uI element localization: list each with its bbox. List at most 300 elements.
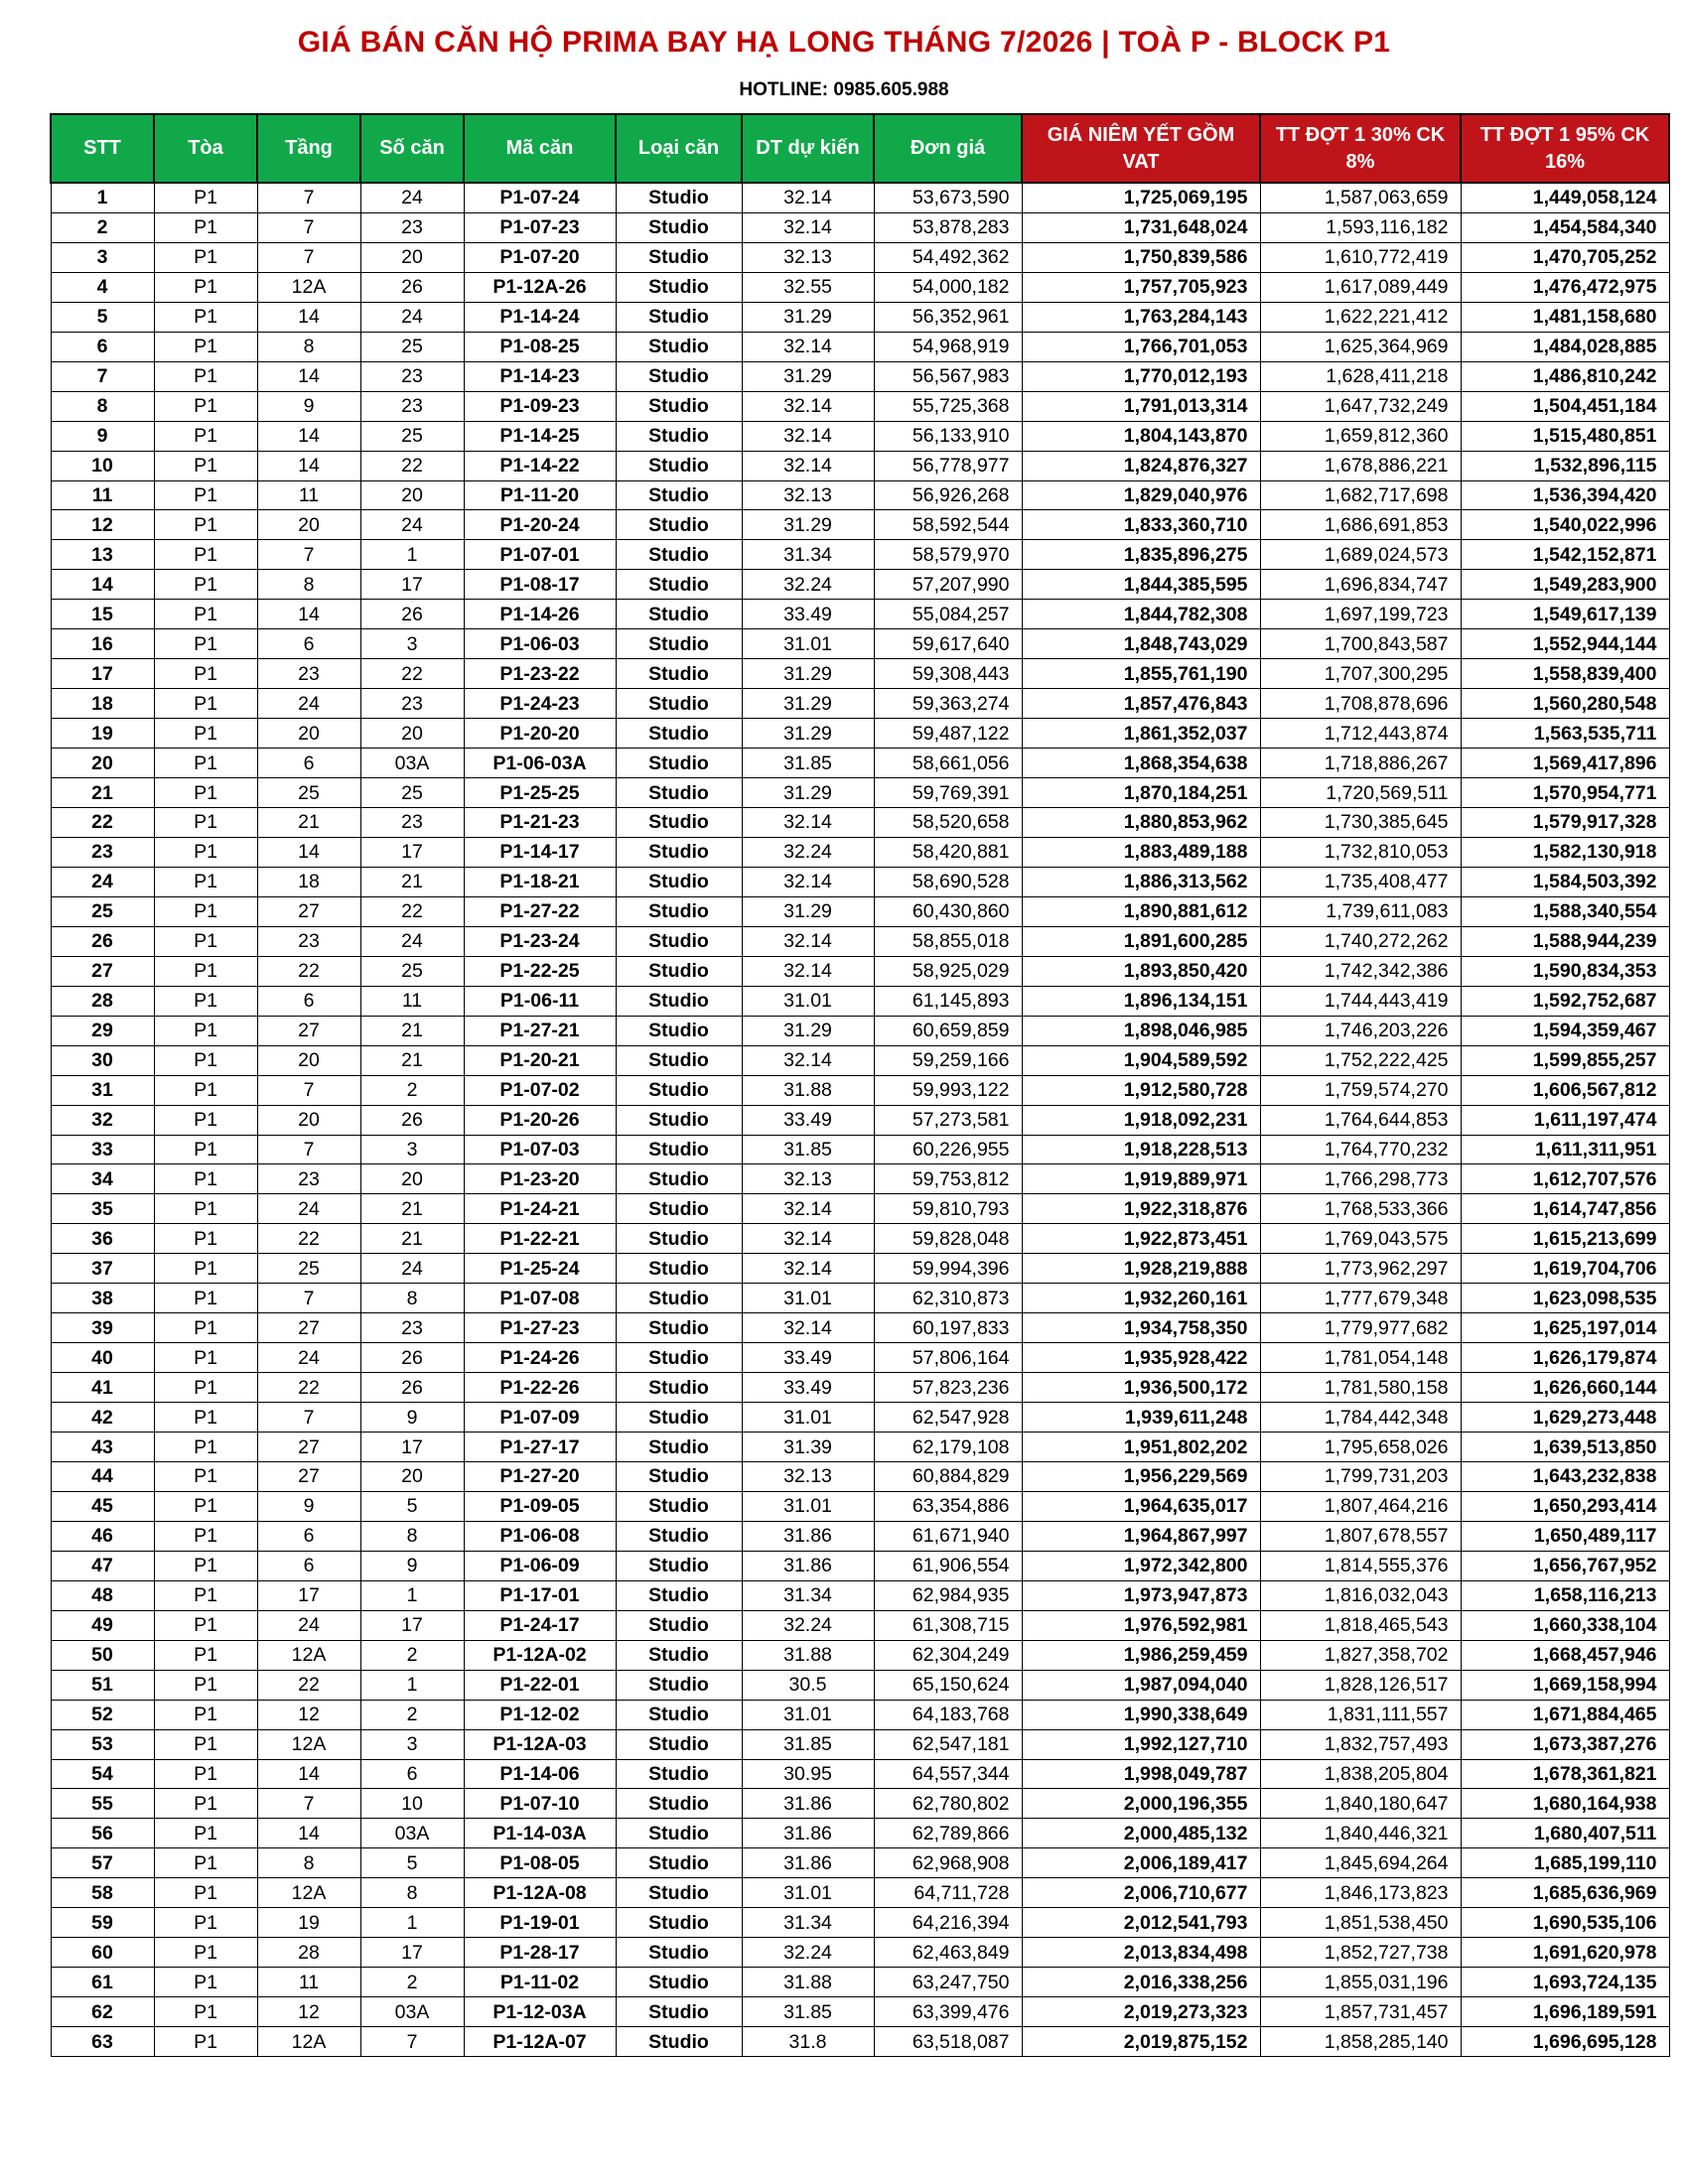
cell-dien-tich: 31.01 [742, 1878, 874, 1908]
page-title: GIÁ BÁN CĂN HỘ PRIMA BAY HẠ LONG THÁNG 7/2026 | TOÀ P - BLOCK P1 [297, 26, 1391, 59]
cell-tt-dot1-30: 1,768,533,366 [1260, 1194, 1461, 1224]
cell-stt: 16 [51, 629, 154, 659]
cell-tt-dot1-30: 1,799,731,203 [1260, 1461, 1461, 1491]
cell-stt: 26 [51, 926, 154, 956]
table-row [51, 1610, 1669, 1640]
cell-so-can: 21 [360, 867, 464, 896]
cell-tt-dot1-30: 1,742,342,386 [1260, 956, 1461, 986]
cell-tt-dot1-30: 1,777,679,348 [1260, 1284, 1461, 1313]
cell-stt: 45 [51, 1491, 154, 1521]
cell-gia-niem-yet: 2,006,189,417 [1022, 1848, 1260, 1878]
cell-gia-niem-yet: 1,791,013,314 [1022, 391, 1260, 421]
cell-don-gia: 57,823,236 [874, 1373, 1022, 1403]
table-row [51, 896, 1669, 926]
cell-tt-dot1-95: 1,680,407,511 [1461, 1819, 1669, 1848]
cell-loai-can: Studio [616, 837, 742, 867]
cell-ma-can: P1-20-21 [464, 1045, 616, 1075]
cell-gia-niem-yet: 1,883,489,188 [1022, 837, 1260, 867]
cell-so-can: 26 [360, 1105, 464, 1135]
cell-ma-can: P1-24-26 [464, 1343, 616, 1373]
cell-dien-tich: 31.85 [742, 749, 874, 778]
cell-loai-can: Studio [616, 1461, 742, 1491]
cell-toa: P1 [154, 1670, 257, 1700]
cell-so-can: 17 [360, 837, 464, 867]
cell-don-gia: 60,197,833 [874, 1313, 1022, 1343]
cell-loai-can: Studio [616, 1491, 742, 1521]
cell-loai-can: Studio [616, 600, 742, 629]
cell-tang: 7 [257, 242, 360, 272]
cell-loai-can: Studio [616, 659, 742, 689]
cell-tang: 7 [257, 540, 360, 570]
cell-gia-niem-yet: 1,898,046,985 [1022, 1016, 1260, 1045]
cell-gia-niem-yet: 1,848,743,029 [1022, 629, 1260, 659]
cell-tt-dot1-95: 1,696,695,128 [1461, 2027, 1669, 2057]
cell-tang: 12A [257, 272, 360, 302]
cell-don-gia: 60,884,829 [874, 1461, 1022, 1491]
cell-gia-niem-yet: 1,880,853,962 [1022, 808, 1260, 838]
table-row [51, 242, 1669, 272]
cell-dien-tich: 31.29 [742, 361, 874, 391]
cell-loai-can: Studio [616, 1938, 742, 1968]
cell-stt: 21 [51, 778, 154, 808]
cell-so-can: 26 [360, 1373, 464, 1403]
cell-toa: P1 [154, 510, 257, 540]
cell-tang: 8 [257, 570, 360, 600]
cell-don-gia: 59,993,122 [874, 1075, 1022, 1105]
cell-don-gia: 63,354,886 [874, 1491, 1022, 1521]
cell-tt-dot1-30: 1,696,834,747 [1260, 570, 1461, 600]
cell-tt-dot1-95: 1,650,489,117 [1461, 1521, 1669, 1551]
table-row [51, 689, 1669, 719]
cell-ma-can: P1-09-23 [464, 391, 616, 421]
cell-tang: 27 [257, 1461, 360, 1491]
cell-dien-tich: 32.14 [742, 926, 874, 956]
cell-tt-dot1-30: 1,740,272,262 [1260, 926, 1461, 956]
cell-stt: 51 [51, 1670, 154, 1700]
cell-toa: P1 [154, 1135, 257, 1164]
cell-loai-can: Studio [616, 451, 742, 480]
cell-loai-can: Studio [616, 1313, 742, 1343]
cell-loai-can: Studio [616, 1521, 742, 1551]
cell-tang: 23 [257, 659, 360, 689]
cell-so-can: 23 [360, 689, 464, 719]
cell-dien-tich: 31.86 [742, 1551, 874, 1580]
cell-don-gia: 55,084,257 [874, 600, 1022, 629]
cell-loai-can: Studio [616, 1848, 742, 1878]
cell-stt: 63 [51, 2027, 154, 2057]
cell-dien-tich: 31.88 [742, 1075, 874, 1105]
cell-so-can: 2 [360, 1075, 464, 1105]
cell-ma-can: P1-24-21 [464, 1194, 616, 1224]
table-row [51, 1551, 1669, 1580]
table-row [51, 1729, 1669, 1759]
cell-toa: P1 [154, 391, 257, 421]
cell-dien-tich: 31.86 [742, 1819, 874, 1848]
cell-stt: 46 [51, 1521, 154, 1551]
cell-toa: P1 [154, 1045, 257, 1075]
cell-loai-can: Studio [616, 1254, 742, 1284]
cell-ma-can: P1-14-03A [464, 1819, 616, 1848]
cell-so-can: 23 [360, 212, 464, 242]
cell-ma-can: P1-11-20 [464, 480, 616, 510]
cell-don-gia: 61,671,940 [874, 1521, 1022, 1551]
cell-dien-tich: 32.13 [742, 1461, 874, 1491]
cell-toa: P1 [154, 1491, 257, 1521]
cell-toa: P1 [154, 1194, 257, 1224]
cell-loai-can: Studio [616, 1224, 742, 1254]
cell-ma-can: P1-07-08 [464, 1284, 616, 1313]
cell-loai-can: Studio [616, 1670, 742, 1700]
table-row [51, 778, 1669, 808]
cell-tt-dot1-30: 1,795,658,026 [1260, 1433, 1461, 1462]
cell-tt-dot1-95: 1,691,620,978 [1461, 1938, 1669, 1968]
cell-don-gia: 54,492,362 [874, 242, 1022, 272]
cell-tt-dot1-95: 1,552,944,144 [1461, 629, 1669, 659]
cell-loai-can: Studio [616, 749, 742, 778]
table-row [51, 302, 1669, 332]
cell-don-gia: 59,769,391 [874, 778, 1022, 808]
price-table [50, 113, 1670, 2057]
cell-loai-can: Studio [616, 183, 742, 212]
cell-dien-tich: 32.14 [742, 1224, 874, 1254]
cell-dien-tich: 32.13 [742, 480, 874, 510]
cell-toa: P1 [154, 1373, 257, 1403]
cell-tt-dot1-30: 1,846,173,823 [1260, 1878, 1461, 1908]
table-row [51, 1640, 1669, 1670]
cell-tang: 22 [257, 956, 360, 986]
cell-gia-niem-yet: 1,973,947,873 [1022, 1580, 1260, 1610]
table-row [51, 986, 1669, 1016]
cell-ma-can: P1-06-03A [464, 749, 616, 778]
cell-toa: P1 [154, 1164, 257, 1194]
cell-gia-niem-yet: 1,890,881,612 [1022, 896, 1260, 926]
cell-stt: 19 [51, 719, 154, 749]
cell-gia-niem-yet: 2,013,834,498 [1022, 1938, 1260, 1968]
cell-don-gia: 64,711,728 [874, 1878, 1022, 1908]
cell-loai-can: Studio [616, 1789, 742, 1819]
cell-so-can: 5 [360, 1848, 464, 1878]
cell-tt-dot1-95: 1,629,273,448 [1461, 1403, 1669, 1433]
cell-don-gia: 63,399,476 [874, 1997, 1022, 2027]
cell-loai-can: Studio [616, 212, 742, 242]
table-row [51, 183, 1669, 212]
cell-don-gia: 58,661,056 [874, 749, 1022, 778]
cell-tt-dot1-30: 1,628,411,218 [1260, 361, 1461, 391]
cell-tt-dot1-30: 1,712,443,874 [1260, 719, 1461, 749]
cell-toa: P1 [154, 212, 257, 242]
cell-tt-dot1-95: 1,504,451,184 [1461, 391, 1669, 421]
cell-stt: 24 [51, 867, 154, 896]
cell-tt-dot1-30: 1,766,298,773 [1260, 1164, 1461, 1194]
cell-so-can: 22 [360, 451, 464, 480]
cell-so-can: 8 [360, 1284, 464, 1313]
cell-tt-dot1-30: 1,784,442,348 [1260, 1403, 1461, 1433]
cell-loai-can: Studio [616, 1908, 742, 1938]
column-header-don-gia: Đơn giá [874, 114, 1022, 183]
cell-so-can: 22 [360, 659, 464, 689]
cell-stt: 52 [51, 1700, 154, 1729]
cell-don-gia: 62,780,802 [874, 1789, 1022, 1819]
cell-stt: 53 [51, 1729, 154, 1759]
cell-tt-dot1-30: 1,707,300,295 [1260, 659, 1461, 689]
cell-ma-can: P1-28-17 [464, 1938, 616, 1968]
cell-ma-can: P1-25-25 [464, 778, 616, 808]
table-row [51, 1194, 1669, 1224]
table-row [51, 1224, 1669, 1254]
cell-tt-dot1-30: 1,759,574,270 [1260, 1075, 1461, 1105]
cell-loai-can: Studio [616, 1105, 742, 1135]
cell-so-can: 24 [360, 183, 464, 212]
cell-toa: P1 [154, 867, 257, 896]
cell-so-can: 2 [360, 1640, 464, 1670]
cell-tt-dot1-95: 1,625,197,014 [1461, 1313, 1669, 1343]
cell-tt-dot1-30: 1,647,732,249 [1260, 391, 1461, 421]
cell-gia-niem-yet: 1,972,342,800 [1022, 1551, 1260, 1580]
cell-ma-can: P1-06-03 [464, 629, 616, 659]
cell-tt-dot1-30: 1,838,205,804 [1260, 1759, 1461, 1789]
cell-tt-dot1-95: 1,673,387,276 [1461, 1729, 1669, 1759]
column-header-gia-niem-yet: GIÁ NIÊM YẾT GỒM VAT [1022, 114, 1260, 183]
cell-toa: P1 [154, 956, 257, 986]
cell-don-gia: 59,487,122 [874, 719, 1022, 749]
cell-gia-niem-yet: 1,857,476,843 [1022, 689, 1260, 719]
table-row [51, 421, 1669, 451]
cell-loai-can: Studio [616, 1403, 742, 1433]
cell-so-can: 23 [360, 391, 464, 421]
cell-gia-niem-yet: 1,956,229,569 [1022, 1461, 1260, 1491]
cell-don-gia: 59,363,274 [874, 689, 1022, 719]
column-header-dien-tich: DT dự kiến [742, 114, 874, 183]
cell-so-can: 7 [360, 2027, 464, 2057]
cell-toa: P1 [154, 1789, 257, 1819]
cell-dien-tich: 32.24 [742, 837, 874, 867]
cell-so-can: 1 [360, 1908, 464, 1938]
table-row [51, 1254, 1669, 1284]
cell-so-can: 20 [360, 1164, 464, 1194]
cell-loai-can: Studio [616, 778, 742, 808]
cell-tt-dot1-30: 1,831,111,557 [1260, 1700, 1461, 1729]
cell-so-can: 20 [360, 242, 464, 272]
cell-so-can: 25 [360, 778, 464, 808]
cell-toa: P1 [154, 1997, 257, 2027]
cell-toa: P1 [154, 1878, 257, 1908]
cell-so-can: 11 [360, 986, 464, 1016]
table-row [51, 1016, 1669, 1045]
cell-gia-niem-yet: 1,976,592,981 [1022, 1610, 1260, 1640]
cell-dien-tich: 31.88 [742, 1640, 874, 1670]
cell-loai-can: Studio [616, 540, 742, 570]
cell-stt: 40 [51, 1343, 154, 1373]
table-row [51, 1521, 1669, 1551]
cell-tang: 17 [257, 1580, 360, 1610]
cell-don-gia: 56,926,268 [874, 480, 1022, 510]
cell-gia-niem-yet: 1,886,313,562 [1022, 867, 1260, 896]
cell-tt-dot1-95: 1,476,472,975 [1461, 272, 1669, 302]
cell-dien-tich: 31.01 [742, 1403, 874, 1433]
cell-loai-can: Studio [616, 719, 742, 749]
cell-stt: 4 [51, 272, 154, 302]
cell-tt-dot1-95: 1,626,179,874 [1461, 1343, 1669, 1373]
cell-stt: 62 [51, 1997, 154, 2027]
cell-don-gia: 58,690,528 [874, 867, 1022, 896]
cell-loai-can: Studio [616, 1016, 742, 1045]
cell-dien-tich: 31.01 [742, 629, 874, 659]
cell-so-can: 03A [360, 1997, 464, 2027]
cell-toa: P1 [154, 2027, 257, 2057]
table-row [51, 956, 1669, 986]
cell-tang: 6 [257, 749, 360, 778]
cell-toa: P1 [154, 272, 257, 302]
cell-stt: 20 [51, 749, 154, 778]
cell-ma-can: P1-11-02 [464, 1968, 616, 1997]
cell-tang: 6 [257, 1551, 360, 1580]
cell-stt: 35 [51, 1194, 154, 1224]
cell-tt-dot1-95: 1,549,283,900 [1461, 570, 1669, 600]
cell-loai-can: Studio [616, 1878, 742, 1908]
cell-dien-tich: 32.13 [742, 1164, 874, 1194]
cell-gia-niem-yet: 1,990,338,649 [1022, 1700, 1260, 1729]
cell-tt-dot1-30: 1,746,203,226 [1260, 1016, 1461, 1045]
cell-tt-dot1-95: 1,685,199,110 [1461, 1848, 1669, 1878]
cell-ma-can: P1-14-17 [464, 837, 616, 867]
cell-tt-dot1-95: 1,540,022,996 [1461, 510, 1669, 540]
cell-tt-dot1-30: 1,764,770,232 [1260, 1135, 1461, 1164]
cell-toa: P1 [154, 421, 257, 451]
cell-toa: P1 [154, 242, 257, 272]
cell-tang: 23 [257, 926, 360, 956]
cell-tt-dot1-95: 1,584,503,392 [1461, 867, 1669, 896]
cell-gia-niem-yet: 1,868,354,638 [1022, 749, 1260, 778]
cell-tang: 25 [257, 1254, 360, 1284]
cell-stt: 11 [51, 480, 154, 510]
cell-loai-can: Studio [616, 1640, 742, 1670]
cell-loai-can: Studio [616, 421, 742, 451]
cell-gia-niem-yet: 1,766,701,053 [1022, 332, 1260, 361]
table-row [51, 1343, 1669, 1373]
cell-tt-dot1-30: 1,689,024,573 [1260, 540, 1461, 570]
cell-dien-tich: 31.85 [742, 1997, 874, 2027]
cell-ma-can: P1-12A-26 [464, 272, 616, 302]
cell-tt-dot1-95: 1,588,944,239 [1461, 926, 1669, 956]
cell-stt: 33 [51, 1135, 154, 1164]
cell-stt: 41 [51, 1373, 154, 1403]
cell-gia-niem-yet: 1,829,040,976 [1022, 480, 1260, 510]
cell-don-gia: 58,520,658 [874, 808, 1022, 838]
table-row [51, 1789, 1669, 1819]
cell-gia-niem-yet: 1,964,635,017 [1022, 1491, 1260, 1521]
cell-gia-niem-yet: 2,012,541,793 [1022, 1908, 1260, 1938]
cell-dien-tich: 31.29 [742, 778, 874, 808]
cell-gia-niem-yet: 1,731,648,024 [1022, 212, 1260, 242]
cell-loai-can: Studio [616, 480, 742, 510]
cell-loai-can: Studio [616, 1194, 742, 1224]
table-row [51, 1373, 1669, 1403]
cell-tang: 7 [257, 212, 360, 242]
cell-tang: 21 [257, 808, 360, 838]
table-row [51, 510, 1669, 540]
cell-tt-dot1-30: 1,764,644,853 [1260, 1105, 1461, 1135]
cell-ma-can: P1-22-26 [464, 1373, 616, 1403]
cell-loai-can: Studio [616, 1968, 742, 1997]
cell-stt: 14 [51, 570, 154, 600]
cell-tt-dot1-30: 1,682,717,698 [1260, 480, 1461, 510]
cell-ma-can: P1-08-25 [464, 332, 616, 361]
cell-tt-dot1-95: 1,669,158,994 [1461, 1670, 1669, 1700]
cell-stt: 8 [51, 391, 154, 421]
cell-gia-niem-yet: 1,804,143,870 [1022, 421, 1260, 451]
cell-dien-tich: 32.14 [742, 1254, 874, 1284]
table-row [51, 1045, 1669, 1075]
cell-gia-niem-yet: 1,725,069,195 [1022, 183, 1260, 212]
cell-dien-tich: 31.01 [742, 986, 874, 1016]
cell-loai-can: Studio [616, 1729, 742, 1759]
cell-gia-niem-yet: 1,835,896,275 [1022, 540, 1260, 570]
cell-loai-can: Studio [616, 361, 742, 391]
cell-gia-niem-yet: 1,986,259,459 [1022, 1640, 1260, 1670]
column-header-ma-can: Mã căn [464, 114, 616, 183]
cell-ma-can: P1-07-01 [464, 540, 616, 570]
cell-toa: P1 [154, 1224, 257, 1254]
cell-don-gia: 56,133,910 [874, 421, 1022, 451]
cell-dien-tich: 31.01 [742, 1700, 874, 1729]
table-row [51, 1878, 1669, 1908]
cell-stt: 44 [51, 1461, 154, 1491]
cell-gia-niem-yet: 1,844,385,595 [1022, 570, 1260, 600]
cell-toa: P1 [154, 1610, 257, 1640]
cell-tt-dot1-30: 1,828,126,517 [1260, 1670, 1461, 1700]
cell-loai-can: Studio [616, 1997, 742, 2027]
cell-tt-dot1-95: 1,542,152,871 [1461, 540, 1669, 570]
cell-tang: 19 [257, 1908, 360, 1938]
cell-ma-can: P1-07-10 [464, 1789, 616, 1819]
cell-dien-tich: 31.29 [742, 659, 874, 689]
cell-tang: 11 [257, 480, 360, 510]
cell-dien-tich: 32.14 [742, 183, 874, 212]
cell-gia-niem-yet: 1,939,611,248 [1022, 1403, 1260, 1433]
cell-don-gia: 62,304,249 [874, 1640, 1022, 1670]
cell-tt-dot1-30: 1,855,031,196 [1260, 1968, 1461, 1997]
cell-stt: 2 [51, 212, 154, 242]
cell-stt: 23 [51, 837, 154, 867]
cell-dien-tich: 32.14 [742, 867, 874, 896]
cell-tang: 14 [257, 451, 360, 480]
cell-tt-dot1-95: 1,599,855,257 [1461, 1045, 1669, 1075]
cell-tang: 7 [257, 183, 360, 212]
cell-don-gia: 53,673,590 [874, 183, 1022, 212]
cell-dien-tich: 30.5 [742, 1670, 874, 1700]
table-row [51, 719, 1669, 749]
cell-toa: P1 [154, 986, 257, 1016]
cell-don-gia: 61,145,893 [874, 986, 1022, 1016]
cell-don-gia: 64,216,394 [874, 1908, 1022, 1938]
cell-loai-can: Studio [616, 1075, 742, 1105]
cell-toa: P1 [154, 1313, 257, 1343]
cell-stt: 39 [51, 1313, 154, 1343]
cell-tt-dot1-30: 1,697,199,723 [1260, 600, 1461, 629]
cell-so-can: 23 [360, 1313, 464, 1343]
cell-dien-tich: 31.85 [742, 1729, 874, 1759]
cell-tt-dot1-95: 1,515,480,851 [1461, 421, 1669, 451]
cell-toa: P1 [154, 808, 257, 838]
cell-gia-niem-yet: 1,912,580,728 [1022, 1075, 1260, 1105]
cell-tt-dot1-95: 1,693,724,135 [1461, 1968, 1669, 1997]
cell-dien-tich: 31.86 [742, 1789, 874, 1819]
cell-loai-can: Studio [616, 1373, 742, 1403]
cell-so-can: 23 [360, 808, 464, 838]
cell-tt-dot1-30: 1,827,358,702 [1260, 1640, 1461, 1670]
cell-stt: 61 [51, 1968, 154, 1997]
cell-loai-can: Studio [616, 629, 742, 659]
